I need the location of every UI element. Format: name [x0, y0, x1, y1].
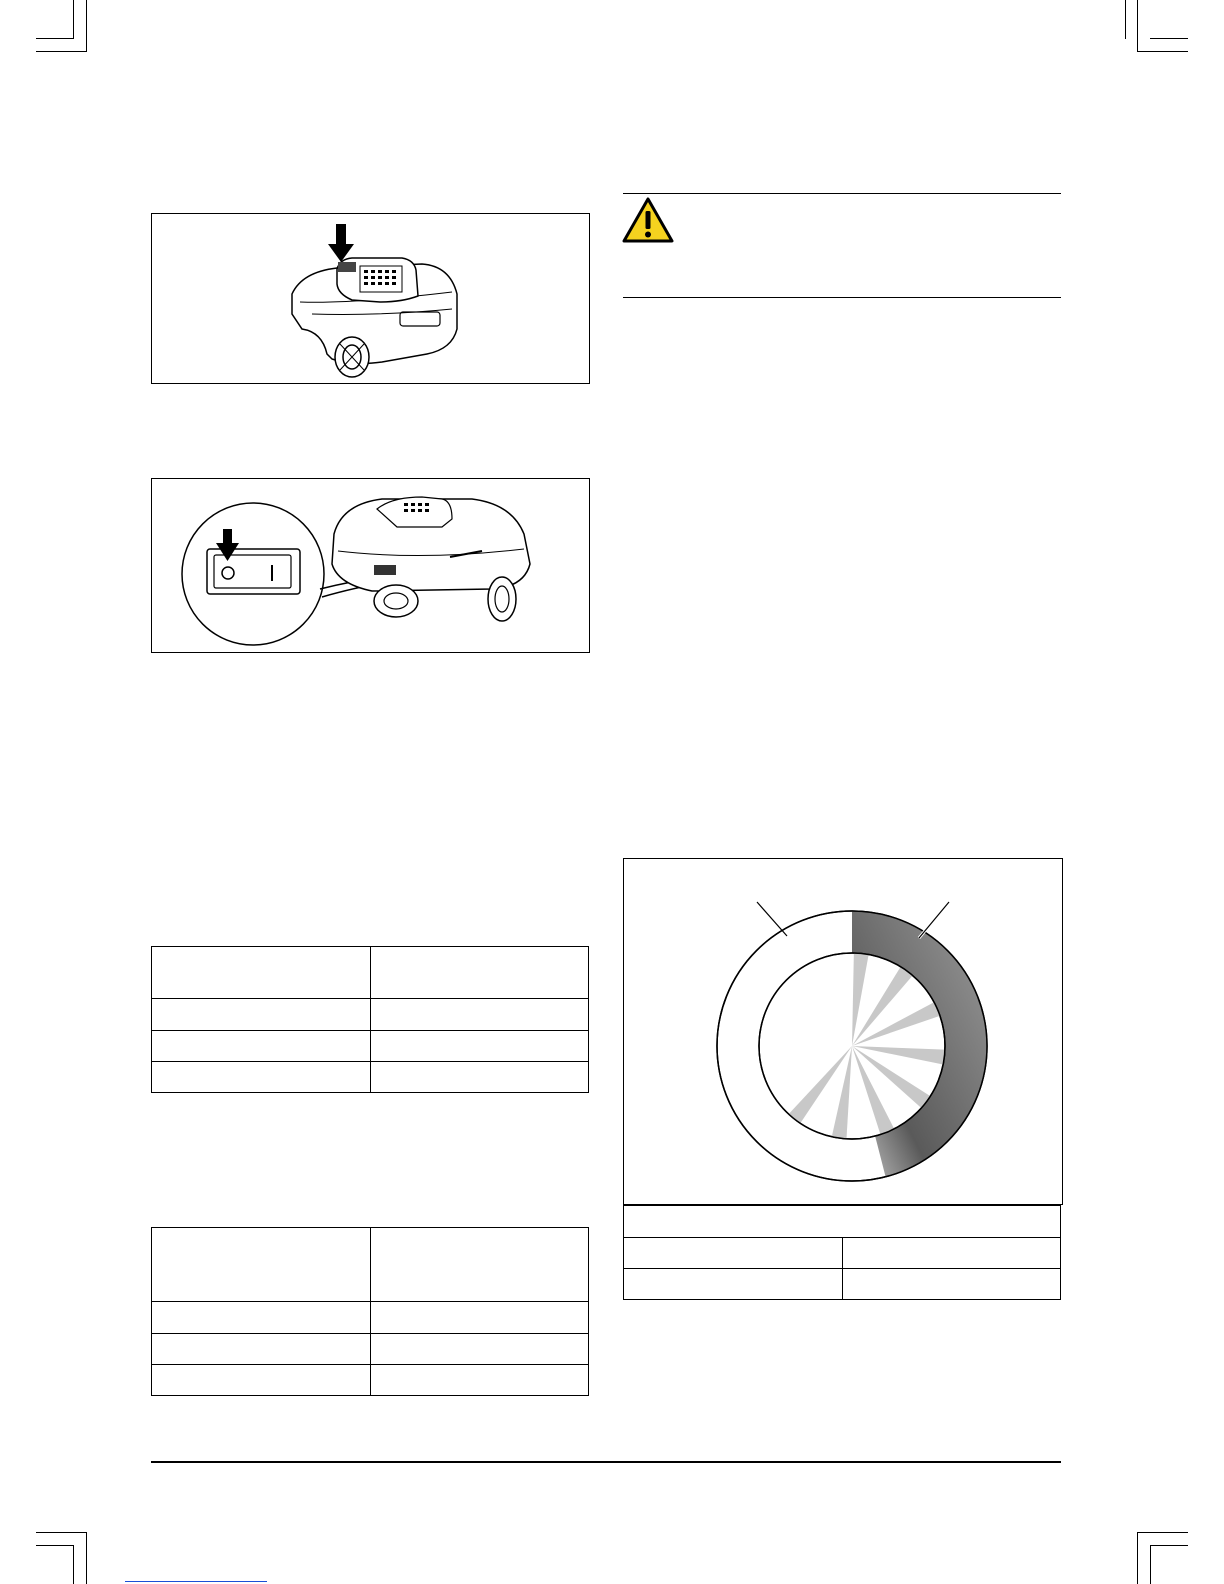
table-cell	[152, 999, 371, 1031]
table-row	[152, 1302, 589, 1334]
crop-mark-bottom-right-h2	[1150, 1545, 1188, 1546]
table-cell	[152, 1302, 371, 1334]
table-cell	[152, 1062, 371, 1093]
table-row	[152, 1334, 589, 1365]
left-table-2	[151, 1227, 589, 1396]
crop-mark-bottom-left-h2	[36, 1545, 73, 1546]
callout-line-left	[757, 902, 787, 936]
crop-mark-top-right-v2	[1125, 0, 1126, 39]
crop-mark-bottom-right-v2	[1150, 1545, 1151, 1584]
left-table-1	[151, 946, 589, 1093]
table-cell	[371, 947, 589, 999]
table-row	[624, 1269, 1061, 1300]
table-row	[152, 1365, 589, 1396]
crop-mark-top-right-h	[1137, 51, 1188, 52]
crop-mark-top-left-v	[86, 0, 87, 51]
crop-mark-top-left-v2	[73, 0, 74, 39]
crop-mark-bottom-left-h	[36, 1532, 87, 1533]
robotic-mower-main-switch-icon	[152, 479, 589, 652]
warning-triangle-icon	[622, 197, 674, 243]
table-cell	[152, 1334, 371, 1365]
crop-mark-top-left-h2	[36, 51, 87, 52]
table-row	[152, 1031, 589, 1062]
table-cell	[371, 1031, 589, 1062]
crop-mark-top-left-h	[36, 38, 73, 39]
right-table	[623, 1205, 1061, 1300]
table-cell	[152, 1031, 371, 1062]
table-cell	[624, 1238, 843, 1269]
charge-ring-figure	[623, 858, 1063, 1205]
footer-rule	[151, 1461, 1061, 1463]
crop-mark-top-right-v	[1137, 0, 1138, 51]
crop-mark-bottom-right-v	[1137, 1532, 1138, 1584]
table-row	[624, 1206, 1061, 1238]
table-cell	[371, 999, 589, 1031]
table-cell	[371, 1302, 589, 1334]
table-cell	[371, 1228, 589, 1302]
table-row	[152, 999, 589, 1031]
table-cell	[152, 1228, 371, 1302]
robotic-mower-stop-button-icon	[152, 214, 589, 383]
crop-mark-top-right-h2	[1150, 38, 1188, 39]
table-row	[152, 947, 589, 999]
callout-line-right	[919, 902, 949, 938]
table-cell	[371, 1062, 589, 1093]
bottom-link-underline[interactable]	[125, 1581, 267, 1582]
table-cell	[624, 1269, 843, 1300]
table-cell	[624, 1206, 1061, 1238]
main-switch-figure	[151, 478, 590, 653]
table-cell	[152, 947, 371, 999]
crop-mark-bottom-left-v2	[73, 1545, 74, 1584]
stop-button-figure	[151, 213, 590, 384]
table-cell	[152, 1365, 371, 1396]
table-cell	[842, 1238, 1061, 1269]
crop-mark-bottom-left-v	[86, 1532, 87, 1584]
table-cell	[371, 1365, 589, 1396]
warning-bottom-rule	[623, 297, 1061, 298]
table-row	[152, 1228, 589, 1302]
table-cell	[842, 1269, 1061, 1300]
battery-charge-ring-icon	[624, 859, 1062, 1204]
table-row	[152, 1062, 589, 1093]
warning-top-rule	[623, 193, 1061, 194]
table-row	[624, 1238, 1061, 1269]
table-cell	[371, 1334, 589, 1365]
crop-mark-bottom-right-h	[1137, 1532, 1188, 1533]
